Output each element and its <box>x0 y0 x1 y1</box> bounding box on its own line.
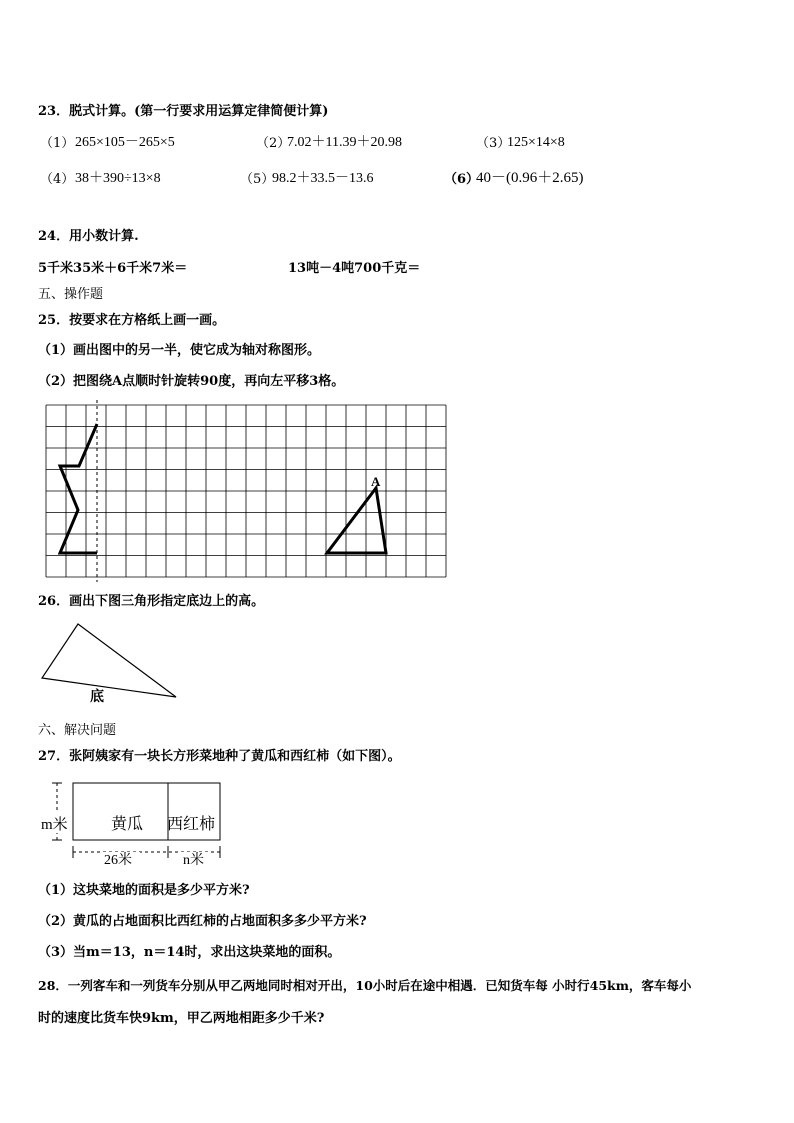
q23-item-4-num: （4） <box>40 172 75 187</box>
width-label-n: n米 <box>183 853 204 868</box>
q23-item-4-expr: 38＋390÷13×8 <box>75 171 161 186</box>
q23-item-6-num: （6） <box>444 172 480 187</box>
tomato-label: 西红柿 <box>167 816 216 833</box>
q25-sub-2: （2）把图绕A点顺时针旋转90度，再向左平移3格。 <box>38 374 345 389</box>
section-5-heading: 五、操作题 <box>38 287 104 302</box>
cucumber-label: 黄瓜 <box>111 816 144 833</box>
section-6-heading: 六、解决问题 <box>38 723 117 738</box>
q24-title: 24．用小数计算. <box>38 229 139 244</box>
height-label: m米 <box>41 817 68 833</box>
width-label-26: 26米 <box>104 853 132 868</box>
q28-line-2: 时的速度比货车快9km，甲乙两地相距多少千米? <box>38 1011 325 1026</box>
q23-title: 23．脱式计算。(第一行要求用运算定律简便计算) <box>38 104 329 119</box>
q23-item-3-expr: 125×14×8 <box>507 135 565 150</box>
q27-sub-1: （1）这块菜地的面积是多少平方米? <box>38 883 250 898</box>
q23-item-2-num: （2） <box>256 136 291 151</box>
q27-title: 27．张阿姨家有一块长方形菜地种了黄瓜和西红柿（如下图）。 <box>38 749 401 764</box>
q23-item-5-expr: 98.2＋33.5－13.6 <box>272 171 374 186</box>
q23-item-2-expr: 7.02＋11.39＋20.98 <box>287 135 402 150</box>
q24-expr-2: 13吨－4吨700千克＝ <box>288 261 421 276</box>
q27-sub-3: （3）当m＝13，n＝14时，求出这块菜地的面积。 <box>38 945 341 960</box>
q25-sub-1: （1）画出图中的另一半，使它成为轴对称图形。 <box>38 343 321 358</box>
q23-item-5-num: （5） <box>240 172 275 187</box>
q23-item-6-expr: 40－(0.96＋2.65) <box>476 170 584 186</box>
q23-item-1-num: （1） <box>40 136 75 151</box>
q24-expr-1: 5千米35米＋6千米7米＝ <box>38 261 188 276</box>
base-label: 底 <box>90 690 104 705</box>
point-a-label: A <box>371 474 381 489</box>
q25-title: 25．按要求在方格纸上画一画。 <box>38 313 226 328</box>
q28-line-1: 28．一列客车和一列货车分别从甲乙两地同时相对开出，10小时后在途中相遇．已知货车每 小时行45km，客车每小 <box>38 978 692 993</box>
q26-title: 26．画出下图三角形指定底边上的高。 <box>38 594 265 609</box>
q23-item-1-expr: 265×105－265×5 <box>75 135 175 150</box>
q23-item-3-num: （3） <box>476 136 511 151</box>
q27-sub-2: （2）黄瓜的占地面积比西红柿的占地面积多多少平方米? <box>38 914 367 929</box>
